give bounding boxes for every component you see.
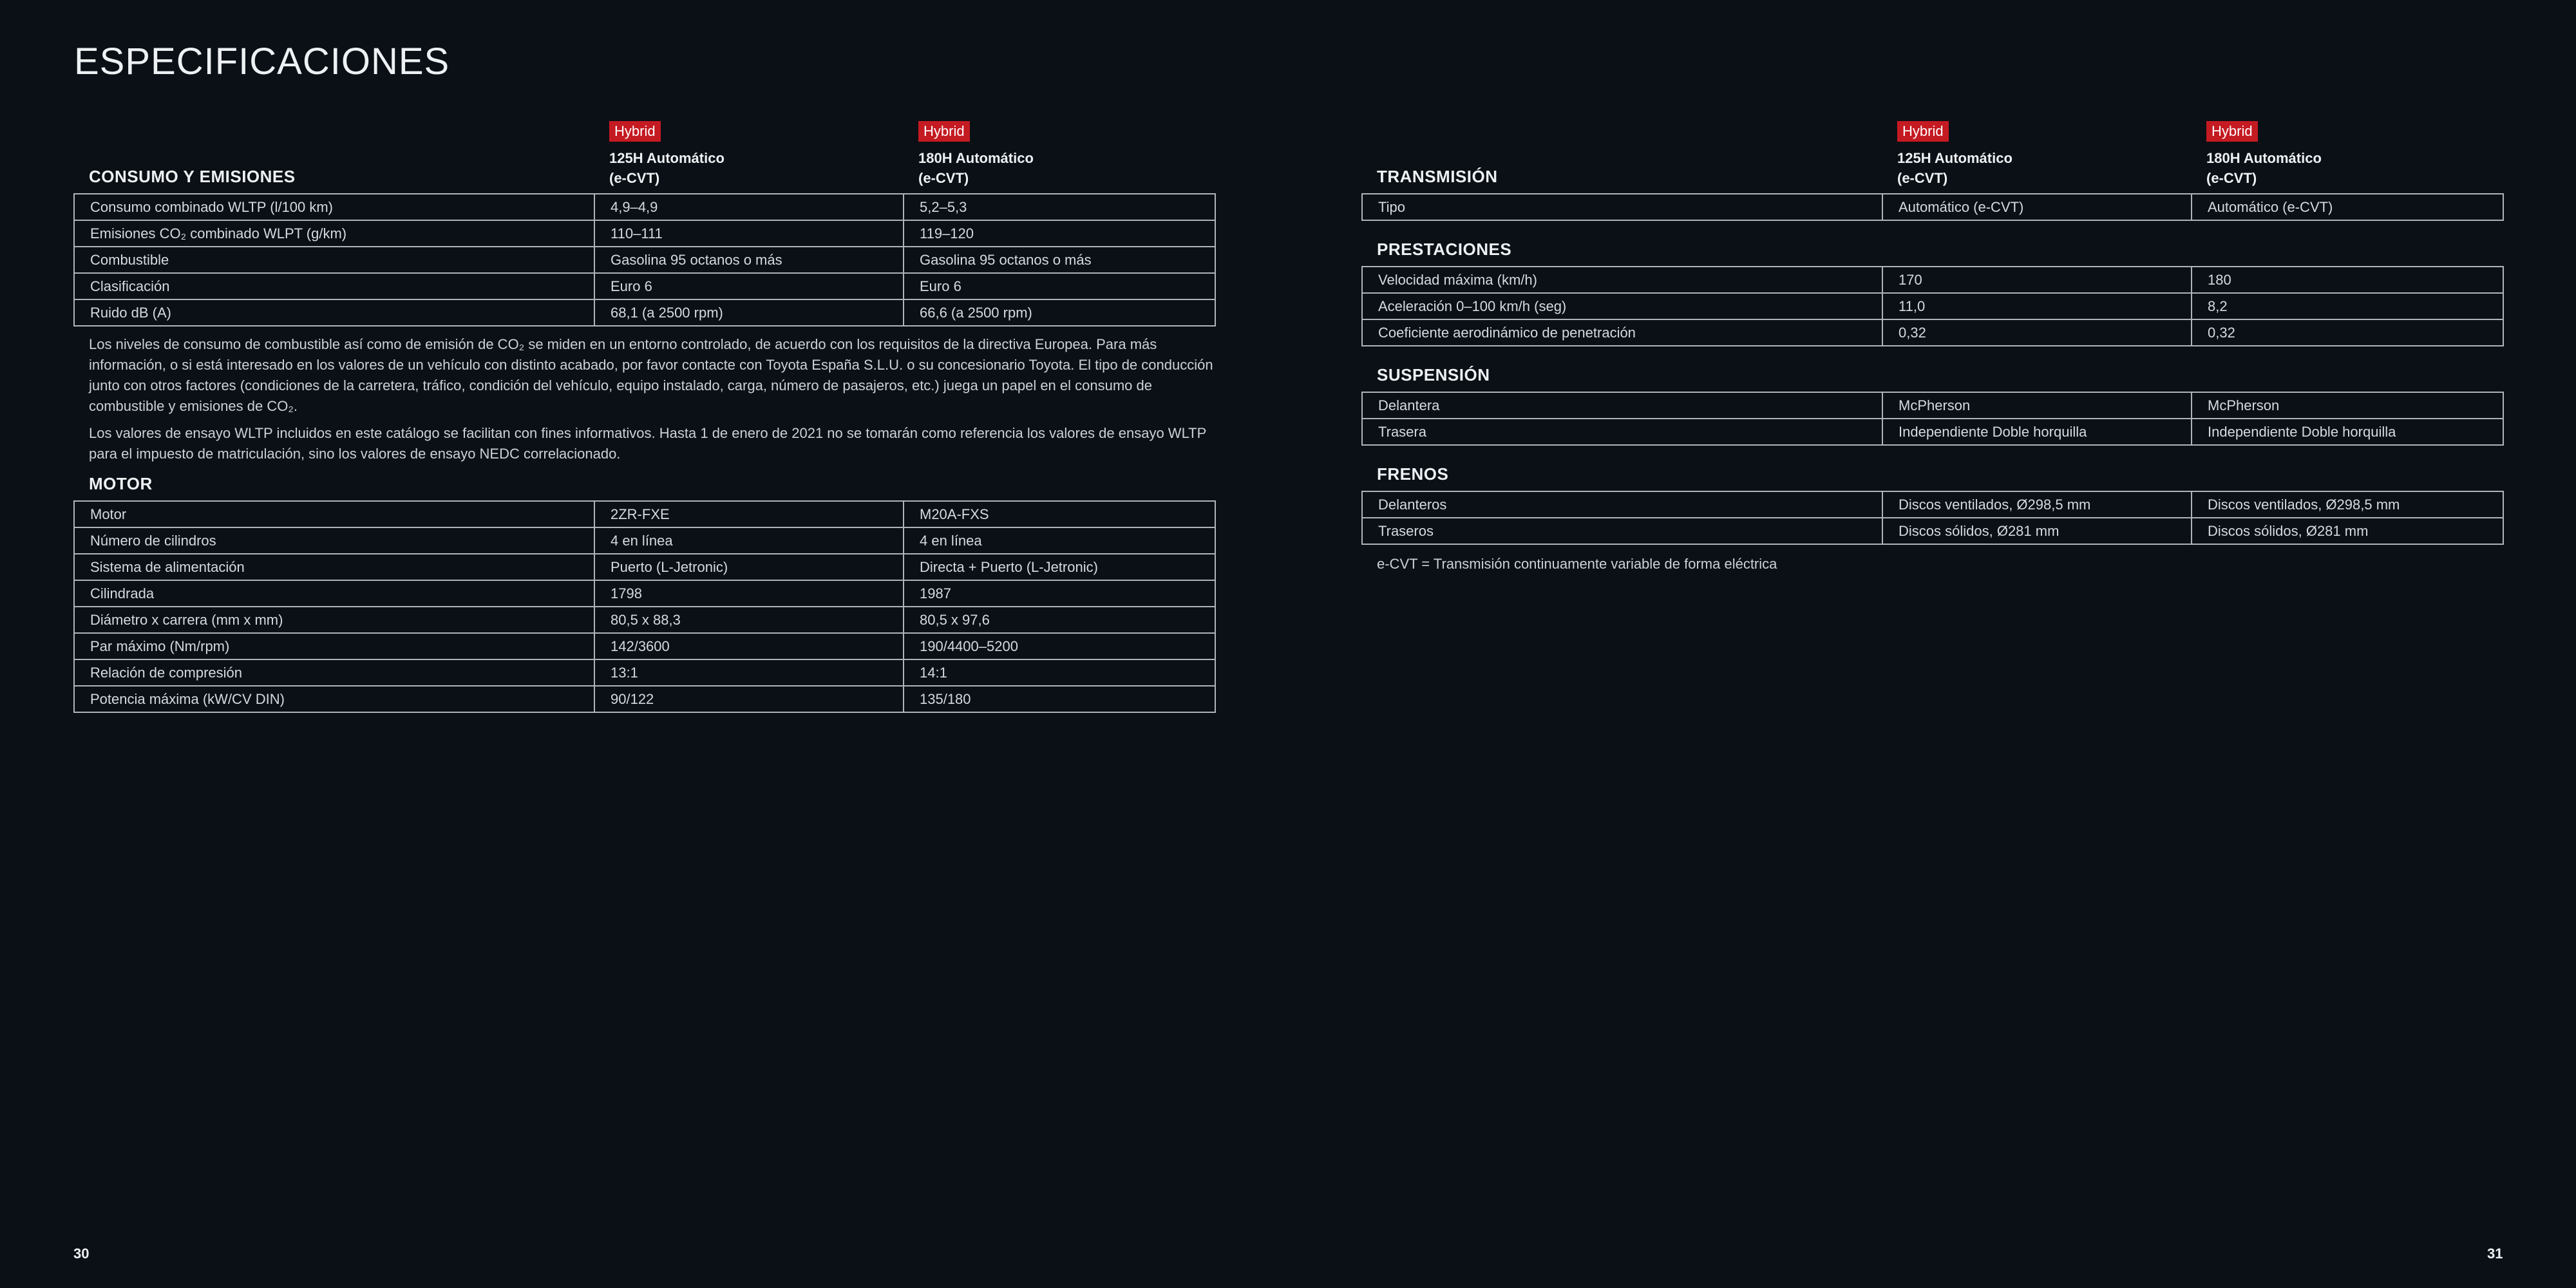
spec-value: Discos ventilados, Ø298,5 mm: [2192, 491, 2503, 518]
consumo-title: CONSUMO Y EMISIONES: [89, 167, 296, 186]
spec-label: Consumo combinado WLTP (l/100 km): [74, 194, 594, 220]
frenos-table: [1361, 491, 2504, 545]
page-number-left: 30: [73, 1245, 90, 1262]
spec-value: 66,6 (a 2500 rpm): [904, 299, 1215, 326]
spec-value: 11,0: [1882, 293, 2192, 319]
spec-value: M20A-FXS: [904, 501, 1215, 527]
spec-value: Independiente Doble horquilla: [1882, 419, 2192, 445]
variant-name: 180H Automático: [2206, 150, 2322, 166]
spec-label: Velocidad máxima (km/h): [1362, 267, 1882, 293]
variant-header-125h: [609, 121, 724, 188]
spec-label: Número de cilindros: [74, 527, 594, 554]
consumo-header: [73, 116, 1215, 193]
spec-value: Independiente Doble horquilla: [2192, 419, 2503, 445]
table-row: [74, 554, 1215, 580]
spec-label: Tipo: [1362, 194, 1882, 220]
table-row: [74, 501, 1215, 527]
ecvt-footnote: e-CVT = Transmisión continuamente variable de forma eléctrica: [1377, 556, 1777, 572]
right-page: [1361, 116, 2503, 574]
variant-name: 180H Automático: [918, 150, 1034, 166]
spec-label: Delantera: [1362, 392, 1882, 419]
spec-value: 13:1: [594, 659, 904, 686]
spec-label: Emisiones CO₂ combinado WLPT (g/km): [74, 220, 594, 247]
spec-label: Aceleración 0–100 km/h (seg): [1362, 293, 1882, 319]
spec-value: 4,9–4,9: [594, 194, 904, 220]
table-row: [1362, 518, 2503, 544]
left-page: [73, 116, 1215, 713]
page-number-right: 31: [2487, 1245, 2503, 1262]
spec-label: Potencia máxima (kW/CV DIN): [74, 686, 594, 712]
table-row: [74, 220, 1215, 247]
spec-value: Discos ventilados, Ø298,5 mm: [1882, 491, 2192, 518]
hybrid-badge: Hybrid: [609, 121, 661, 142]
spec-value: 170: [1882, 267, 2192, 293]
spec-value: 190/4400–5200: [904, 633, 1215, 659]
spec-value: 142/3600: [594, 633, 904, 659]
motor-title: MOTOR: [89, 474, 153, 493]
spec-value: Euro 6: [594, 273, 904, 299]
variant-header-180h: [2206, 121, 2322, 188]
spec-label: Cilindrada: [74, 580, 594, 607]
suspension-table: [1361, 392, 2504, 446]
table-row: [74, 194, 1215, 220]
variant-transmission: (e-CVT): [918, 170, 969, 186]
table-row: [1362, 392, 2503, 419]
spec-value: 180: [2192, 267, 2503, 293]
spec-value: 4 en línea: [594, 527, 904, 554]
spec-label: Ruido dB (A): [74, 299, 594, 326]
table-row: [74, 273, 1215, 299]
prestaciones-title: PRESTACIONES: [1377, 240, 1512, 259]
spec-value: McPherson: [1882, 392, 2192, 419]
spec-label: Clasificación: [74, 273, 594, 299]
transmision-header: [1361, 116, 2503, 193]
prestaciones-table: [1361, 266, 2504, 346]
spec-value: 0,32: [1882, 319, 2192, 346]
table-row: [74, 299, 1215, 326]
spec-value: 119–120: [904, 220, 1215, 247]
transmision-title: TRANSMISIÓN: [1377, 167, 1498, 186]
spec-label: Diámetro x carrera (mm x mm): [74, 607, 594, 633]
table-row: [1362, 419, 2503, 445]
table-row: [1362, 293, 2503, 319]
spec-label: Traseros: [1362, 518, 1882, 544]
spec-value: 8,2: [2192, 293, 2503, 319]
spec-value: Gasolina 95 octanos o más: [904, 247, 1215, 273]
spec-value: Puerto (L-Jetronic): [594, 554, 904, 580]
spec-value: 1798: [594, 580, 904, 607]
spec-value: 4 en línea: [904, 527, 1215, 554]
spec-label: Trasera: [1362, 419, 1882, 445]
spec-value: McPherson: [2192, 392, 2503, 419]
spec-label: Relación de compresión: [74, 659, 594, 686]
table-row: [74, 527, 1215, 554]
variant-name: 125H Automático: [609, 150, 724, 166]
spec-label: Coeficiente aerodinámico de penetración: [1362, 319, 1882, 346]
motor-table: [73, 500, 1216, 713]
spec-value: Automático (e-CVT): [2192, 194, 2503, 220]
variant-transmission: (e-CVT): [609, 170, 660, 186]
spec-label: Sistema de alimentación: [74, 554, 594, 580]
table-row: [74, 659, 1215, 686]
variant-transmission: (e-CVT): [2206, 170, 2257, 186]
hybrid-badge: Hybrid: [2206, 121, 2258, 142]
spec-value: Discos sólidos, Ø281 mm: [1882, 518, 2192, 544]
frenos-title: FRENOS: [1377, 464, 1449, 484]
table-row: [1362, 491, 2503, 518]
spec-label: Delanteros: [1362, 491, 1882, 518]
consumo-table: [73, 193, 1216, 327]
spec-value: 0,32: [2192, 319, 2503, 346]
table-row: [74, 580, 1215, 607]
hybrid-badge: Hybrid: [918, 121, 970, 142]
spec-label: Combustible: [74, 247, 594, 273]
spec-value: 14:1: [904, 659, 1215, 686]
variant-name: 125H Automático: [1897, 150, 2012, 166]
hybrid-badge: Hybrid: [1897, 121, 1949, 142]
spec-label: Motor: [74, 501, 594, 527]
spec-value: 80,5 x 97,6: [904, 607, 1215, 633]
spec-value: 5,2–5,3: [904, 194, 1215, 220]
table-row: [74, 686, 1215, 712]
spec-value: 68,1 (a 2500 rpm): [594, 299, 904, 326]
variant-header-180h: [918, 121, 1034, 188]
table-row: [1362, 194, 2503, 220]
spec-value: Automático (e-CVT): [1882, 194, 2192, 220]
spec-value: 110–111: [594, 220, 904, 247]
table-row: [74, 633, 1215, 659]
spec-value: Gasolina 95 octanos o más: [594, 247, 904, 273]
consumo-note: Los niveles de consumo de combustible así como de emisión de CO₂ se miden en un entorno controlado, de acuerdo con los requisitos de la directiva Europea. Para más información, o si está interesado en los valores de un vehículo con distinto acabado, por favor contacte con Toyota España S.L.U. o su concesionario Toyota. El tipo de conducción junto con otros factores (condiciones de la carretera, tráfico, condición del vehículo, equipo instalado, carga, número de pasajeros, etc.) juega un papel en el consumo de combustible y emisiones de CO₂.: [89, 336, 1213, 414]
page-title: ESPECIFICACIONES: [74, 41, 450, 82]
spec-value: Euro 6: [904, 273, 1215, 299]
table-row: [1362, 267, 2503, 293]
spec-value: 135/180: [904, 686, 1215, 712]
variant-header-125h: [1897, 121, 2012, 188]
table-row: [74, 607, 1215, 633]
spec-value: 80,5 x 88,3: [594, 607, 904, 633]
spec-value: Directa + Puerto (L-Jetronic): [904, 554, 1215, 580]
spec-value: 90/122: [594, 686, 904, 712]
suspension-title: SUSPENSIÓN: [1377, 365, 1490, 384]
spec-value: 1987: [904, 580, 1215, 607]
table-row: [1362, 319, 2503, 346]
spec-value: Discos sólidos, Ø281 mm: [2192, 518, 2503, 544]
table-row: [74, 247, 1215, 273]
spec-value: 2ZR-FXE: [594, 501, 904, 527]
spec-label: Par máximo (Nm/rpm): [74, 633, 594, 659]
variant-transmission: (e-CVT): [1897, 170, 1948, 186]
wltp-note: Los valores de ensayo WLTP incluidos en este catálogo se facilitan con fines informativos. Hasta 1 de enero de 2021 no se tomarán como referencia los valores de ensayo WLTP para el impuesto de matriculación, sino los valores de ensayo NEDC correlacionado.: [89, 425, 1206, 462]
transmision-table: [1361, 193, 2504, 221]
